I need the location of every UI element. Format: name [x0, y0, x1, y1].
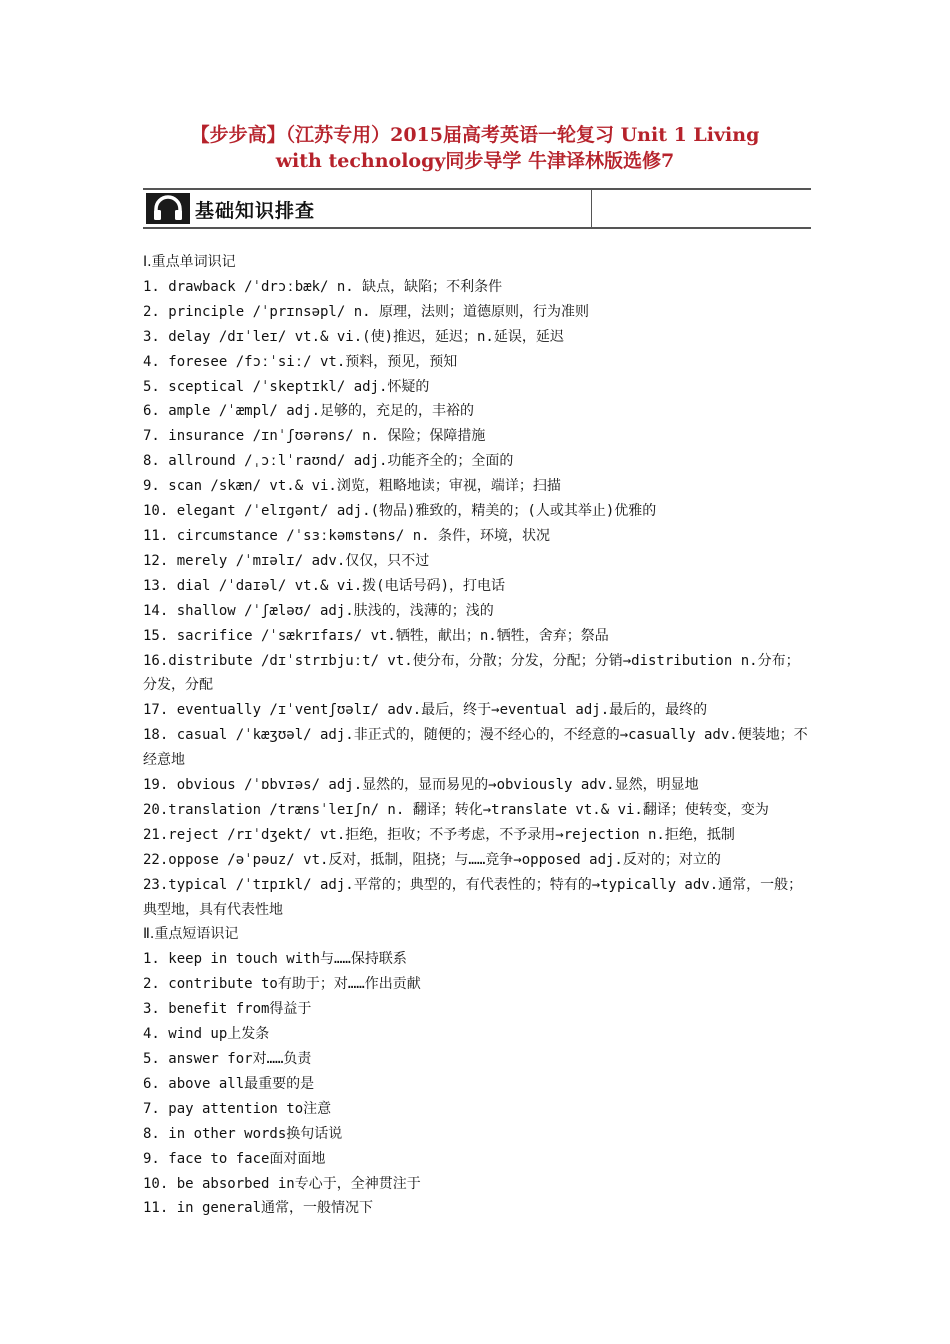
list-item: 18. casual /ˈkæʒʊəl/ adj.非正式的，随便的；漫不经心的，不经意的→casually adv.便装地；不经意地 — [143, 727, 808, 769]
list-item: 3. delay /dɪˈleɪ/ vt.& vi.(使)推迟，延迟；n.延误，延迟 — [143, 328, 564, 345]
list-item: 20.translation /trænsˈleɪʃn/ n. 翻译；转化→translate vt.& vi.翻译；使转变，变为 — [143, 801, 769, 818]
document-title — [100, 122, 850, 174]
list-item: 5. answer for对……负责 — [143, 1051, 312, 1067]
list-item: 11. circumstance /ˈsɜːkəmstəns/ n. 条件，环境，状况 — [143, 527, 551, 544]
list-item: 2. principle /ˈprɪnsəpl/ n. 原理，法则；道德原则，行为准则 — [143, 303, 590, 320]
list-item: 12. merely /ˈmɪəlɪ/ adv.仅仅，只不过 — [143, 552, 430, 569]
list-item: 4. foresee /fɔːˈsiː/ vt.预料，预见，预知 — [143, 353, 458, 370]
list-item: 4. wind up上发条 — [143, 1026, 270, 1043]
phrase-list — [143, 947, 811, 1221]
list-item: 3. benefit from得益于 — [143, 1001, 312, 1018]
list-item: 8. in other words换句话说 — [143, 1125, 343, 1142]
banner-label: 基础知识排查 — [195, 200, 316, 222]
list-item: 7. pay attention to注意 — [143, 1100, 332, 1117]
list-item: 19. obvious /ˈɒbvɪəs/ adj.显然的，显而易见的→obviously adv.显然，明显地 — [143, 777, 699, 794]
list-item: 13. dial /ˈdaɪəl/ vt.& vi.拨(电话号码)，打电话 — [143, 577, 506, 594]
word-list — [143, 275, 811, 923]
document-title-line-2: with technology同步导学 牛津译林版选修7 — [275, 150, 675, 172]
list-item: 17. eventually /ɪˈventʃʊəlɪ/ adv.最后，终于→eventual adj.最后的，最终的 — [143, 702, 708, 719]
list-item: 11. in general通常，一般情况下 — [143, 1200, 374, 1217]
list-item: 7. insurance /ɪnˈʃʊərəns/ n. 保险；保障措施 — [143, 428, 486, 445]
list-item: 5. sceptical /ˈskeptɪkl/ adj.怀疑的 — [143, 378, 430, 395]
list-item: 8. allround /ˌɔːlˈraʊnd/ adj.功能齐全的；全面的 — [143, 453, 514, 470]
list-item: 2. contribute to有助于；对……作出贡献 — [143, 976, 421, 993]
section-2-heading: Ⅱ.重点短语识记 — [143, 926, 239, 943]
list-item: 14. shallow /ˈʃæləʊ/ adj.肤浅的，浅薄的；浅的 — [143, 602, 494, 619]
list-item: 22.oppose /əˈpəuz/ vt.反对，抵制，阻挠；与……竞争→opposed adj.反对的；对立的 — [143, 851, 721, 868]
list-item: 6. above all最重要的是 — [143, 1075, 315, 1092]
list-item: 10. be absorbed in专心于，全神贯注于 — [143, 1175, 421, 1192]
banner-divider — [591, 190, 592, 227]
vocabulary-content — [143, 250, 811, 1221]
list-item: 16.distribute /dɪˈstrɪbjuːt/ vt.使分布，分散；分发，分配；分销→distribution n.分布；分发，分配 — [143, 652, 800, 694]
section-banner — [143, 188, 811, 229]
list-item: 6. ample /ˈæmpl/ adj.足够的，充足的，丰裕的 — [143, 403, 475, 420]
list-item: 10. elegant /ˈelɪgənt/ adj.(物品)雅致的，精美的；(人或其举止)优雅的 — [143, 503, 657, 520]
section-1-heading: Ⅰ.重点单词识记 — [143, 254, 236, 270]
document-title-line-1: 【步步高】（江苏专用）2015届高考英语一轮复习 Unit 1 Living — [190, 124, 760, 146]
list-item: 9. scan /skæn/ vt.& vi.浏览，粗略地读；审视，端详；扫描 — [143, 478, 561, 495]
headphones-icon — [146, 193, 190, 224]
list-item: 1. keep in touch with与……保持联系 — [143, 951, 407, 968]
list-item: 15. sacrifice /ˈsækrɪfaɪs/ vt.牺牲，献出；n.牺牲，舍弃；祭品 — [143, 627, 609, 644]
list-item: 1. drawback /ˈdrɔːbæk/ n. 缺点，缺陷；不利条件 — [143, 278, 503, 295]
list-item: 23.typical /ˈtɪpɪkl/ adj.平常的；典型的，有代表性的；特有的→typically adv.通常，一般；典型地，具有代表性地 — [143, 876, 803, 918]
list-item: 21.reject /rɪˈdʒekt/ vt.拒绝，拒收；不予考虑，不予录用→rejection n.拒绝，抵制 — [143, 826, 735, 843]
list-item: 9. face to face面对面地 — [143, 1150, 326, 1167]
